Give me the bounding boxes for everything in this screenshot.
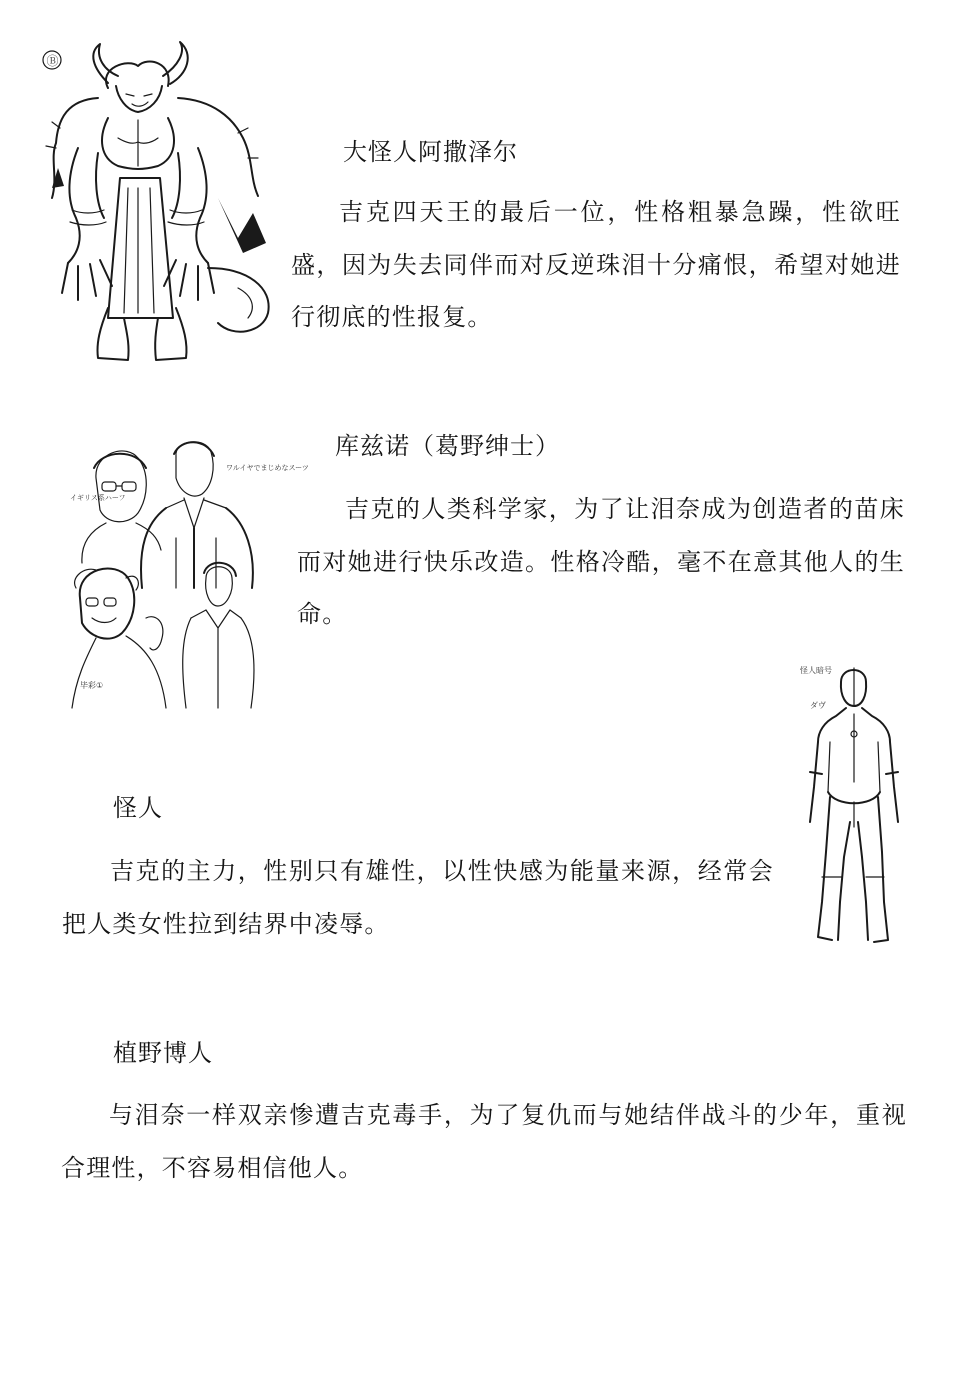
sketch-signature: 毕彩①	[80, 681, 104, 690]
azazel-sketch	[38, 38, 274, 368]
sketch-sublabel: ダヴ	[810, 701, 826, 710]
section-body: 吉克的主力，性别只有雄性，以性快感为能量来源，经常会把人类女性拉到结界中凌辱。	[62, 857, 774, 938]
section-body: 吉克四天王的最后一位，性格粗暴急躁，性欲旺盛，因为失去同伴而对反逆珠泪十分痛恨，希望对她进行彻底的性报复。	[291, 198, 901, 331]
section-title: 怪人	[113, 794, 163, 822]
kuzuno-sketch	[66, 438, 309, 718]
sketch-note-left: イギリス系ハーフ	[70, 494, 126, 502]
section-title: 大怪人阿撒泽尔	[343, 138, 518, 166]
sketch-note-right: ワルイヤでまじめなスーツ	[226, 464, 309, 472]
section-title: 库兹诺（葛野绅士）	[335, 432, 560, 460]
sketch-label: 怪人暗号	[800, 666, 832, 675]
section-body: 吉克的人类科学家，为了让泪奈成为创造者的苗床而对她进行快乐改造。性格冷酷，毫不在意其他人的生命。	[297, 495, 905, 628]
section-title: 植野博人	[113, 1039, 213, 1067]
kaijin-sketch	[796, 662, 910, 948]
sketch-marker: Ⓑ	[46, 54, 59, 68]
section-body: 与泪奈一样双亲惨遭吉克毒手，为了复仇而与她结伴战斗的少年，重视合理性，不容易相信他人。	[61, 1101, 907, 1182]
